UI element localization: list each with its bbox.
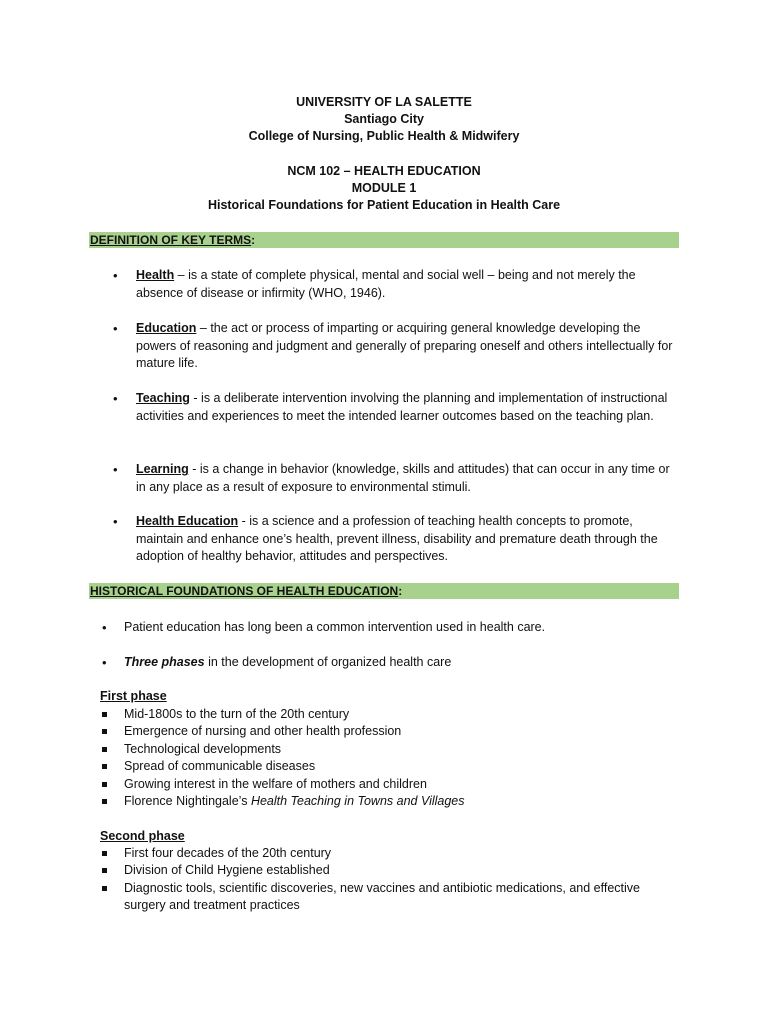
definition-text: - is a science and a profession of teaching health concepts to promote, maintain and enhance one’s health, prevent illness, disability and premature death through the adoption of healthy behavior, attitudes and perspectives. xyxy=(136,514,658,563)
section-heading-colon: : xyxy=(398,584,403,598)
square-bullet-icon xyxy=(102,729,107,734)
definition-term: Teaching xyxy=(136,391,190,405)
square-bullet-icon xyxy=(102,712,107,717)
three-phases-emphasis: Three phases xyxy=(124,655,205,669)
city-name: Santiago City xyxy=(344,112,424,126)
historical-bullet xyxy=(102,619,664,637)
section-heading-definitions xyxy=(89,232,679,248)
definition-text: - is a change in behavior (knowledge, skills and attitudes) that can occur in any time or in any place as a result of exposure to environmental stimuli. xyxy=(136,462,670,494)
course-title: NCM 102 – HEALTH EDUCATION xyxy=(287,164,481,178)
historical-text: Patient education has long been a common intervention used in health care. xyxy=(124,620,546,634)
bullet-icon: • xyxy=(113,462,118,477)
bullet-icon: • xyxy=(113,321,118,336)
section-heading-text: HISTORICAL FOUNDATIONS OF HEALTH EDUCATION xyxy=(90,584,399,598)
list-item: Spread of communicable diseases xyxy=(100,758,670,775)
square-bullet-icon xyxy=(102,868,107,873)
bullet-icon: • xyxy=(102,655,107,670)
list-item: Division of Child Hygiene established xyxy=(100,862,670,879)
square-bullet-icon xyxy=(102,886,107,891)
square-bullet-icon xyxy=(102,799,107,804)
bullet-icon: • xyxy=(113,268,118,283)
definition-term: Learning xyxy=(136,462,189,476)
college-name: College of Nursing, Public Health & Midwifery xyxy=(248,129,520,143)
list-item: Emergence of nursing and other health profession xyxy=(100,723,670,740)
section-heading-colon: : xyxy=(251,233,256,247)
square-bullet-icon xyxy=(102,782,107,787)
definition-item xyxy=(113,320,676,373)
square-bullet-icon xyxy=(102,764,107,769)
definition-term: Health Education xyxy=(136,514,239,528)
section-heading-historical xyxy=(89,583,679,599)
second-phase-title: Second phase xyxy=(100,829,185,843)
list-item: Diagnostic tools, scientific discoveries, new vaccines and antibiotic medications, and effective surgery and treatment practices xyxy=(100,880,670,915)
square-bullet-icon xyxy=(102,851,107,856)
definition-term: Health xyxy=(136,268,175,282)
historical-text: in the development of organized health care xyxy=(204,655,452,669)
square-bullet-icon xyxy=(102,747,107,752)
first-phase-title: First phase xyxy=(100,689,167,703)
university-name: UNIVERSITY OF LA SALETTE xyxy=(296,95,472,109)
definition-item xyxy=(113,267,676,302)
definition-term: Education xyxy=(136,321,197,335)
bullet-icon: • xyxy=(113,391,118,406)
course-header xyxy=(0,163,768,214)
list-item: Technological developments xyxy=(100,741,670,758)
document-header xyxy=(0,94,768,145)
first-phase-list xyxy=(100,706,670,810)
module-number: MODULE 1 xyxy=(351,181,417,195)
bullet-icon: • xyxy=(113,514,118,529)
list-item: First four decades of the 20th century xyxy=(100,845,670,862)
second-phase-list xyxy=(100,845,670,915)
definition-item xyxy=(113,461,676,496)
definition-text: – is a state of complete physical, mental and social well – being and not merely the absence of disease or infirmity (WHO, 1946). xyxy=(136,268,636,300)
list-item: Mid-1800s to the turn of the 20th century xyxy=(100,706,670,723)
definition-item xyxy=(113,513,676,566)
list-item: Growing interest in the welfare of mothers and children xyxy=(100,776,670,793)
definition-text: – the act or process of imparting or acquiring general knowledge developing the powers of reasoning and judgment and generally of preparing oneself and others intellectually for mature life. xyxy=(136,321,673,370)
definition-text: - is a deliberate intervention involving the planning and implementation of instructional activities and experiences to meet the intended learner outcomes based on the teaching plan. xyxy=(136,391,668,423)
definition-item xyxy=(113,390,676,425)
historical-bullet xyxy=(102,654,664,672)
bullet-icon: • xyxy=(102,620,107,635)
module-title: Historical Foundations for Patient Education in Health Care xyxy=(207,198,561,212)
list-item: Florence Nightingale’s Health Teaching in Towns and Villages xyxy=(100,793,670,810)
section-heading-text: DEFINITION OF KEY TERMS xyxy=(90,233,252,247)
